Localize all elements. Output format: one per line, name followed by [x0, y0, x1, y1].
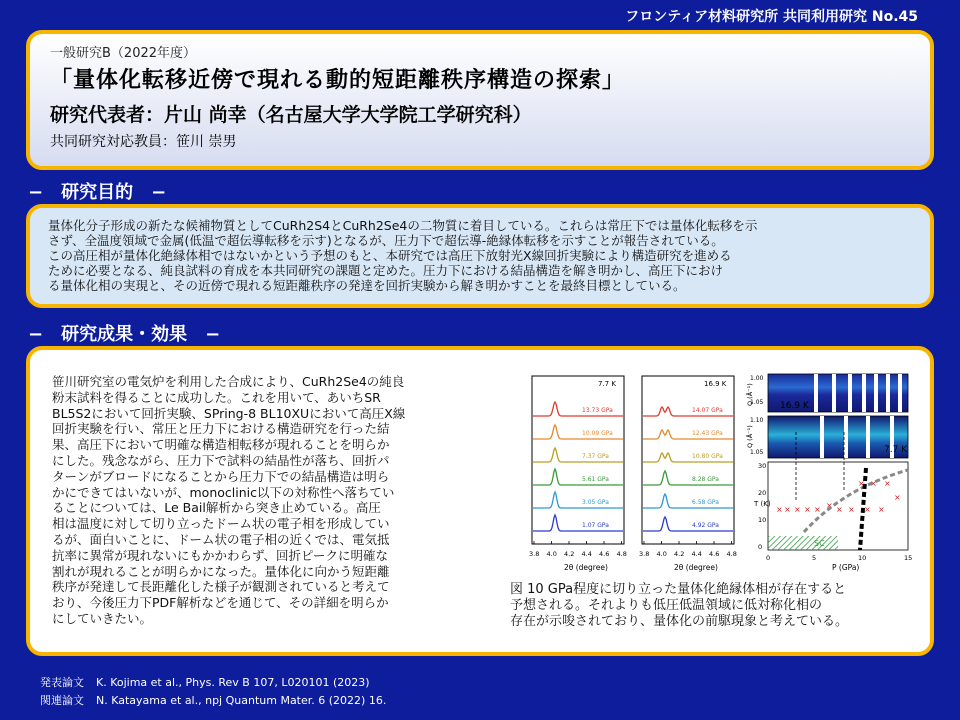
staff: 共同研究対応教員：笹川 崇男	[50, 134, 237, 150]
purpose-heading: − 研究目的 −	[28, 182, 167, 203]
q-axis-label: Q (Å⁻¹)	[746, 383, 754, 406]
footer-paper-text: K. Kojima et al., Phys. Rev B 107, L020101 (2023)	[96, 676, 370, 689]
pressure-label: 14.07 GPa	[692, 407, 723, 414]
map-gap	[866, 416, 870, 458]
data-point: ×	[776, 505, 783, 514]
data-point: ×	[864, 505, 871, 514]
results-line: ターンがブロードになることから圧力下での結晶構造は明ら	[52, 468, 390, 484]
results-line: 笹川研究室の電気炉を利用した合成により、CuRh2Se4の純良	[52, 374, 405, 389]
purpose-line: 量体化分子形成の新たな候補物質としてCuRh2S4とCuRh2Se4の二物質に着目している。これらは常圧下では量体化転移を示	[48, 218, 758, 233]
phase-diagram-panel	[745, 374, 912, 572]
pressure-label: 10.09 GPa	[582, 430, 613, 437]
representative: 研究代表者：片山 尚幸（名古屋大学大学院工学研究科）	[50, 104, 532, 126]
results-heading: − 研究成果・効果 −	[28, 324, 221, 345]
data-point: ×	[894, 493, 901, 502]
map2-label: 7.7 K	[884, 445, 908, 455]
footer-paper	[40, 674, 370, 690]
research-title: 「量体化転移近傍で現れる動的短距離秩序構造の探索」	[50, 68, 626, 93]
t-tick-label: 20	[758, 489, 767, 497]
results-line: にした。残念ながら、圧力下で試料の結晶性が落ち、回折パ	[52, 452, 390, 468]
data-point: ×	[836, 505, 843, 514]
tick-label: 4.0	[656, 550, 667, 558]
panel1-temp: 7.7 K	[598, 380, 616, 388]
map-gap	[874, 374, 878, 412]
diffraction-panel-2	[639, 376, 737, 572]
results-line: おり、今後圧力下PDF解析などを通じて、その詳細を明らか	[52, 595, 389, 611]
map-gap	[814, 374, 818, 412]
pressure-label: 3.05 GPa	[582, 499, 609, 506]
tick-label: 3.8	[529, 550, 540, 558]
p-axis-label: P (GPa)	[832, 563, 860, 572]
pressure-label: 13.73 GPa	[582, 407, 613, 414]
tick-label: 4.0	[546, 550, 557, 558]
t-tick-label: 30	[758, 462, 767, 470]
pressure-label: 8.28 GPa	[692, 476, 719, 483]
data-point: ×	[884, 479, 891, 488]
data-point: ×	[858, 479, 865, 488]
data-point: ×	[848, 505, 855, 514]
map-gap	[844, 416, 848, 458]
caption-line: 図 10 GPa程度に切り立った量体化絶縁体相が存在すると	[510, 582, 847, 597]
results-panel	[26, 346, 934, 656]
q-tick-label: 1.05	[750, 399, 764, 406]
results-line: BL5S2において回折実験、SPring-8 BL10XUにおいて高圧X線	[52, 405, 406, 421]
tick-label: 3.8	[639, 550, 650, 558]
pressure-label: 1.07 GPa	[582, 522, 609, 529]
results-line: 秩序が発達して長距離化した様子が観測されていると考えて	[52, 579, 390, 595]
map-gap	[862, 374, 866, 412]
pressure-label: 4.92 GPa	[692, 522, 719, 529]
results-line: にしていきたい。	[52, 610, 153, 626]
caption-line: 予想される。それよりも低圧低温領域に低対称化相の	[510, 598, 823, 613]
purpose-text	[48, 218, 912, 293]
purpose-line: さず、全温度領域で金属(低温で超伝導転移を示す)となるが、圧力下で超伝導-絶縁体転移を示すことが報告されている。	[48, 233, 724, 248]
panel2-temp: 16.9 K	[704, 380, 727, 388]
data-point: ×	[814, 505, 821, 514]
data-point: ×	[826, 501, 833, 510]
results-line: 果、高圧下において明確な構造相転移が現れることを明らか	[52, 437, 390, 453]
q-tick-label: 1.10	[750, 417, 764, 424]
p-tick-label: 10	[858, 554, 867, 562]
header-label: フロンティア材料研究所 共同利用研究 No.45	[625, 9, 918, 25]
results-figure	[514, 372, 918, 572]
data-point: ×	[804, 505, 811, 514]
pressure-label: 5.61 GPa	[582, 476, 609, 483]
figure-svg	[514, 372, 918, 572]
results-text	[52, 374, 508, 627]
map-gap	[848, 374, 852, 412]
data-point: ×	[794, 505, 801, 514]
results-line: 抗率に異常が現れないにもかかわらず、回折ピークに明確な	[52, 547, 389, 563]
results-line: るが、面白いことに、ドーム状の電子相の近くでは、電気抵	[52, 531, 390, 547]
diffraction-panel-1	[529, 376, 627, 572]
footer-related-text: N. Katayama et al., npj Quantum Mater. 6 (2022) 16.	[96, 694, 387, 707]
pressure-label: 12.43 GPa	[692, 430, 723, 437]
map-gap	[886, 374, 890, 412]
tick-label: 4.2	[564, 550, 575, 558]
map-gap	[832, 374, 836, 412]
data-point: ×	[878, 505, 885, 514]
q-tick-label: 1.05	[750, 449, 764, 456]
panel1-xlabel: 2θ (degree)	[564, 563, 608, 572]
data-point: ×	[784, 505, 791, 514]
pressure-label: 7.37 GPa	[582, 453, 609, 460]
sc-label: SC	[814, 539, 825, 548]
pressure-label: 10.80 GPa	[692, 453, 723, 460]
results-line: 粉末試料を得ることに成功した。これを用いて、あいちSR	[52, 389, 381, 405]
purpose-panel	[26, 204, 934, 308]
title-panel	[26, 30, 934, 170]
t-axis-label: T (K)	[754, 500, 771, 508]
tick-label: 4.6	[709, 550, 720, 558]
results-line: ることについては、Le Bail解析から突き止めている。高圧	[52, 500, 381, 516]
purpose-line: る量体化相の実現と、その近傍で現れる短距離秩序の発達を回折実験から解き明かすことを最終目標としている。	[48, 278, 686, 293]
p-tick-label: 15	[904, 554, 913, 562]
pressure-label: 6.58 GPa	[692, 499, 719, 506]
map-gap	[898, 374, 902, 412]
p-tick-label: 5	[812, 554, 817, 562]
footer-related	[40, 692, 386, 708]
purpose-heading-text: 研究目的	[61, 182, 134, 203]
t-tick-label: 10	[758, 516, 767, 524]
q-tick-label: 1.00	[750, 375, 764, 382]
footer-related-label: 関連論文	[40, 694, 84, 707]
tick-label: 4.8	[616, 550, 627, 558]
results-line: 相は温度に対して切り立ったドーム状の電子相を形成してい	[52, 516, 390, 532]
tick-label: 4.4	[581, 550, 592, 558]
caption-line: 存在が示唆されており、量体化の前駆現象と考えている。	[510, 614, 849, 629]
results-heading-text: 研究成果・効果	[61, 324, 188, 345]
results-line: かにできてはいないが、monoclinic以下の対称性へ落ちてい	[52, 484, 395, 500]
tick-label: 4.8	[726, 550, 737, 558]
tick-label: 4.2	[674, 550, 685, 558]
purpose-line: ために必要となる、純良試料の育成を本共同研究の課題と定めた。圧力下における結晶構造を解き明かし、高圧下におけ	[48, 263, 724, 278]
map-gap	[820, 416, 824, 458]
footer-paper-label: 発表論文	[40, 676, 84, 689]
tick-label: 4.6	[599, 550, 610, 558]
q-axis-label-2: Q (Å⁻¹)	[746, 425, 754, 448]
panel2-xlabel: 2θ (degree)	[674, 563, 718, 572]
map1-label: 16.9 K	[780, 401, 809, 411]
t-tick-label: 0	[758, 543, 763, 551]
results-line: 回折実験を行い、常圧と圧力下における構造研究を行った結	[52, 421, 390, 437]
data-point: ×	[870, 479, 877, 488]
results-line: 割れが現れることが明らかになった。量体化に向かう短距離	[52, 563, 390, 579]
p-tick-label: 0	[766, 554, 771, 562]
research-category: 一般研究B（2022年度）	[50, 46, 197, 61]
tick-label: 4.4	[691, 550, 702, 558]
figure-caption	[510, 582, 920, 630]
purpose-line: この高圧相が量体化絶縁体相ではないかという予想のもと、本研究では高圧下放射光X線回折実験により構造研究を進める	[48, 248, 732, 263]
